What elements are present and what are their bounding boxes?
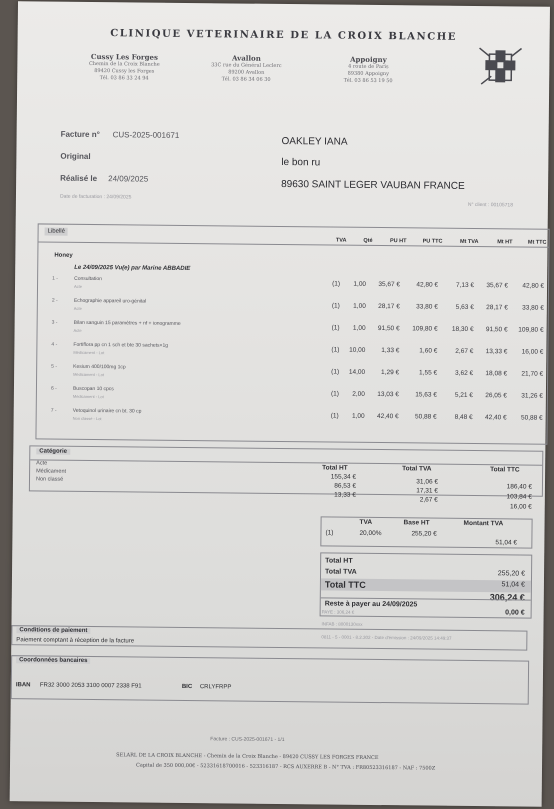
row-description: Kesium 400/100mg 1cp <box>73 363 126 371</box>
col-tva: TVA <box>335 237 347 244</box>
row-pu-ttc: 1,60 € <box>419 347 438 355</box>
patient-name: Honey <box>54 252 73 259</box>
table-row <box>37 341 547 366</box>
col-tva: TVA <box>359 518 373 526</box>
col-pu-ttc: PU TTC <box>422 238 443 245</box>
tva-rate: 20,00% <box>359 529 382 538</box>
col-mt-tva: Mt TVA <box>459 238 479 246</box>
col-total-ttc: Total TTC <box>490 466 520 474</box>
total-ttc-label: Total TTC <box>324 579 366 590</box>
branch-name: Cussy Les Forges <box>90 51 158 62</box>
row-description: Bilan sanguin 15 paramètres + nf + ionogramme <box>73 319 181 327</box>
row-qty: 1,00 <box>353 280 367 288</box>
row-description: Vetoquinol urinaire cn bt. 30 cp <box>72 407 142 415</box>
row-pu-ttc: 50,88 € <box>414 413 437 421</box>
row-qty: 2,00 <box>352 390 365 398</box>
category-title: Catégorie <box>36 448 70 454</box>
conditions-title: Conditions de paiement <box>16 627 90 634</box>
table-header <box>38 224 548 247</box>
row-mt-tva: 3,62 € <box>455 369 474 378</box>
total-ttc-value: 306,24 € <box>489 592 525 603</box>
invoice-date: 24/09/2025 <box>108 174 149 184</box>
category-name: Non classé <box>35 476 64 483</box>
reste-label: Reste à payer au 24/09/2025 <box>324 600 418 609</box>
payment-ref: 0811 - 5 - 0001 - 8.2.302 - Date d'émission : 24/09/2025 14:49:37 <box>321 634 452 641</box>
branch-phone: Tél. 03 86 34 06 30 <box>221 76 271 83</box>
row-mt-ht: 28,17 € <box>486 304 508 312</box>
row-qty: 1,00 <box>352 324 366 332</box>
col-libelle: Libellé <box>45 228 68 236</box>
row-category: Médicament - Lot <box>72 393 104 400</box>
row-mt-ttc: 31,26 € <box>521 392 543 400</box>
category-header <box>30 446 542 465</box>
row-mt-ttc: 16,00 € <box>521 348 544 356</box>
row-number: 5 - <box>51 363 58 370</box>
invoice-number: CUS-2025-001671 <box>112 130 180 140</box>
row-pu-ht: 91,50 € <box>377 325 400 333</box>
payment-conditions <box>11 625 527 650</box>
invoice-number-label: Facture n° <box>60 129 100 140</box>
row-pu-ht: 13,03 € <box>377 390 399 399</box>
client-address: le bon ru <box>281 156 321 169</box>
iban-value: FR32 3000 2053 3100 0007 2338 F91 <box>39 682 142 690</box>
col-mt-ttc: Mt TTC <box>527 239 547 246</box>
row-category: Médicament - Lot <box>73 349 105 356</box>
category-totals-table <box>29 445 543 511</box>
invoice-lines-table <box>35 223 549 444</box>
footer-legal: Capital de 350 000,00€ - 52331618700016 - 523316187 - RCS AUXERRE B - N° TVA : FR80523316187 - NAF : 7500Z <box>135 762 436 772</box>
row-pu-ttc: 15,63 € <box>415 391 437 399</box>
row-mt-ttc: 21,70 € <box>521 370 544 378</box>
row-tva: (1) <box>332 280 341 288</box>
branch-address: Chemin de la Croix Blanche <box>88 60 160 68</box>
payment-ref: PAYE : 306,24 € <box>321 609 355 615</box>
row-category: Non classé - Lot <box>72 415 102 422</box>
row-mt-ht: 26,05 € <box>485 392 507 400</box>
branch-city: 89380 Appoigny <box>347 70 389 78</box>
row-category: Acte <box>73 305 82 311</box>
col-montant-tva: Montant TVA <box>463 519 504 528</box>
table-row <box>37 363 547 388</box>
row-tva: (1) <box>331 346 340 354</box>
branch-phone: Tél. 03 86 53 19 50 <box>343 77 393 85</box>
branch-avallon <box>191 53 301 84</box>
row-pu-ttc: 1,55 € <box>419 369 438 377</box>
table-row <box>37 385 547 410</box>
footer-invoice-ref: Facture : CUS-2025-001671 - 1/1 <box>210 736 285 744</box>
col-mt-ht: Mt HT <box>497 239 513 246</box>
row-mt-tva: 5,21 € <box>454 391 473 399</box>
footer-company: SELARL DE LA CROIX BLANCHE - Chemin de la Croix Blanche - 89420 CUSSY LES FORGES FRANCE <box>116 752 379 762</box>
row-tva: (1) <box>330 412 339 420</box>
branch-appoigny <box>313 54 423 85</box>
row-mt-ttc: 109,80 € <box>518 326 544 334</box>
bic-label: BIC <box>181 683 193 691</box>
branch-address: 4 route de Paris <box>348 63 389 71</box>
category-name: Acte <box>36 460 48 467</box>
row-tva: (1) <box>331 324 340 332</box>
row-pu-ht: 1,29 € <box>381 369 400 377</box>
bank-title: Coordonnées bancaires <box>16 657 90 664</box>
category-ttc: 186,40 € <box>506 483 532 491</box>
branch-phone: Tél. 03 86 33 24 94 <box>99 75 149 82</box>
clinic-name: CLINIQUE VETERINAIRE DE LA CROIX BLANCHE <box>110 28 458 43</box>
category-ttc: 103,84 € <box>506 493 532 501</box>
row-mt-tva: 2,67 € <box>455 347 474 356</box>
row-number: 6 - <box>50 385 57 392</box>
row-mt-ttc: 42,80 € <box>522 282 545 290</box>
row-pu-ht: 35,67 € <box>378 281 401 289</box>
row-mt-tva: 5,63 € <box>455 303 474 312</box>
col-qty: Qté <box>363 237 373 244</box>
iban-label: IBAN <box>15 682 31 689</box>
invoice-totals <box>320 552 533 618</box>
row-tva: (1) <box>331 302 340 310</box>
row-number: 7 - <box>50 407 57 414</box>
row-number: 1 - <box>52 275 58 282</box>
row-description: Consultation <box>74 275 102 283</box>
row-category: Acte <box>74 283 83 289</box>
category-tva: 17,31 € <box>416 487 438 495</box>
invoice-page <box>10 1 550 807</box>
total-tva-value: 51,04 € <box>501 581 525 589</box>
row-mt-ht: 91,50 € <box>485 326 508 334</box>
row-description: Echographie appareil uro-génital <box>73 297 147 305</box>
table-row <box>37 319 547 344</box>
table-row <box>38 275 548 300</box>
branch-name: Appoigny <box>350 54 387 65</box>
invoice-date-label: Réalisé le <box>60 173 98 184</box>
client-name: OAKLEY IANA <box>281 135 348 148</box>
total-ht-value: 255,20 € <box>497 570 526 578</box>
row-description: Buscopan 10 cpcs <box>72 385 114 393</box>
row-mt-ht: 42,40 € <box>484 414 507 422</box>
total-ht-label: Total HT <box>325 557 353 565</box>
invoice-status: Original <box>60 151 91 161</box>
row-pu-ttc: 42,80 € <box>416 281 439 289</box>
branch-city: 89420 Cussy les Forges <box>94 68 155 75</box>
col-base-ht: Base HT <box>403 519 430 527</box>
tva-summary-table <box>320 516 532 548</box>
col-pu-ht: PU HT <box>389 238 407 245</box>
invoice-faint-date: Date de facturation : 24/09/2025 <box>59 193 132 201</box>
row-mt-tva: 8,48 € <box>454 413 473 421</box>
row-category: Acte <box>73 327 82 333</box>
col-total-tva: Total TVA <box>402 465 432 473</box>
bic-value: CRLYFRPP <box>199 684 232 691</box>
row-pu-ttc: 33,80 € <box>416 303 438 311</box>
category-ht: 86,53 € <box>334 482 356 490</box>
veterinary-cross-logo-icon <box>475 44 525 89</box>
row-category: Médicament - Lot <box>73 371 105 378</box>
total-tva-label: Total TVA <box>325 568 357 576</box>
row-qty: 1,00 <box>353 302 366 310</box>
row-qty: 1,00 <box>351 412 365 420</box>
client-number: N° client : 00105718 <box>467 201 514 209</box>
table-row <box>38 297 548 322</box>
row-tva: (1) <box>331 368 340 376</box>
client-city: 89630 SAINT LEGER VAUBAN FRANCE <box>281 178 465 192</box>
category-name: Médicament <box>36 468 67 475</box>
branch-city: 89200 Avallon <box>228 69 265 76</box>
row-number: 3 - <box>51 319 58 326</box>
tva-code: (1) <box>325 529 334 537</box>
row-mt-ttc: 50,88 € <box>520 414 543 422</box>
payment-ref: INFAB : 8000130xxx <box>321 621 363 627</box>
row-pu-ht: 28,17 € <box>378 303 400 311</box>
table-row <box>37 407 547 432</box>
row-qty: 10,00 <box>349 346 366 354</box>
conditions-value: Paiement comptant à réception de la facture <box>16 637 135 645</box>
row-tva: (1) <box>330 390 339 398</box>
row-number: 2 - <box>51 297 58 304</box>
branch-cussy <box>69 52 179 83</box>
row-qty: 14,00 <box>348 368 366 376</box>
category-ht: 13,33 € <box>334 491 356 499</box>
row-pu-ht: 1,33 € <box>381 347 400 355</box>
category-ht: 155,34 € <box>330 473 357 481</box>
visit-info: Le 24/09/2025 Vu(e) par Marine ABBADIE <box>74 264 191 273</box>
row-description: Fortiflora pp cn 1 sch et bte 30 sachets×1g <box>73 341 169 349</box>
row-mt-ht: 13,33 € <box>485 348 508 356</box>
row-mt-tva: 7,13 € <box>455 281 475 290</box>
tva-amount: 51,04 € <box>495 539 518 547</box>
branch-address: 33C rue du Général Leclerc <box>211 62 282 69</box>
row-mt-ht: 18,08 € <box>485 370 508 378</box>
tva-base: 255,20 € <box>411 530 437 538</box>
row-mt-ttc: 33,80 € <box>522 304 544 312</box>
bank-details <box>11 655 529 704</box>
row-pu-ht: 42,40 € <box>376 412 399 421</box>
category-tva: 2,67 € <box>419 496 438 504</box>
row-pu-ttc: 109,80 € <box>412 325 438 333</box>
category-ttc: 16,00 € <box>510 503 532 511</box>
row-mt-tva: 18,30 € <box>451 325 474 334</box>
category-tva: 31,06 € <box>416 478 439 486</box>
row-mt-ht: 35,67 € <box>486 282 509 290</box>
branch-name: Avallon <box>231 53 261 63</box>
reste-value: 0,00 € <box>505 609 525 617</box>
col-total-ht: Total HT <box>322 464 348 472</box>
row-number: 4 - <box>51 341 58 348</box>
